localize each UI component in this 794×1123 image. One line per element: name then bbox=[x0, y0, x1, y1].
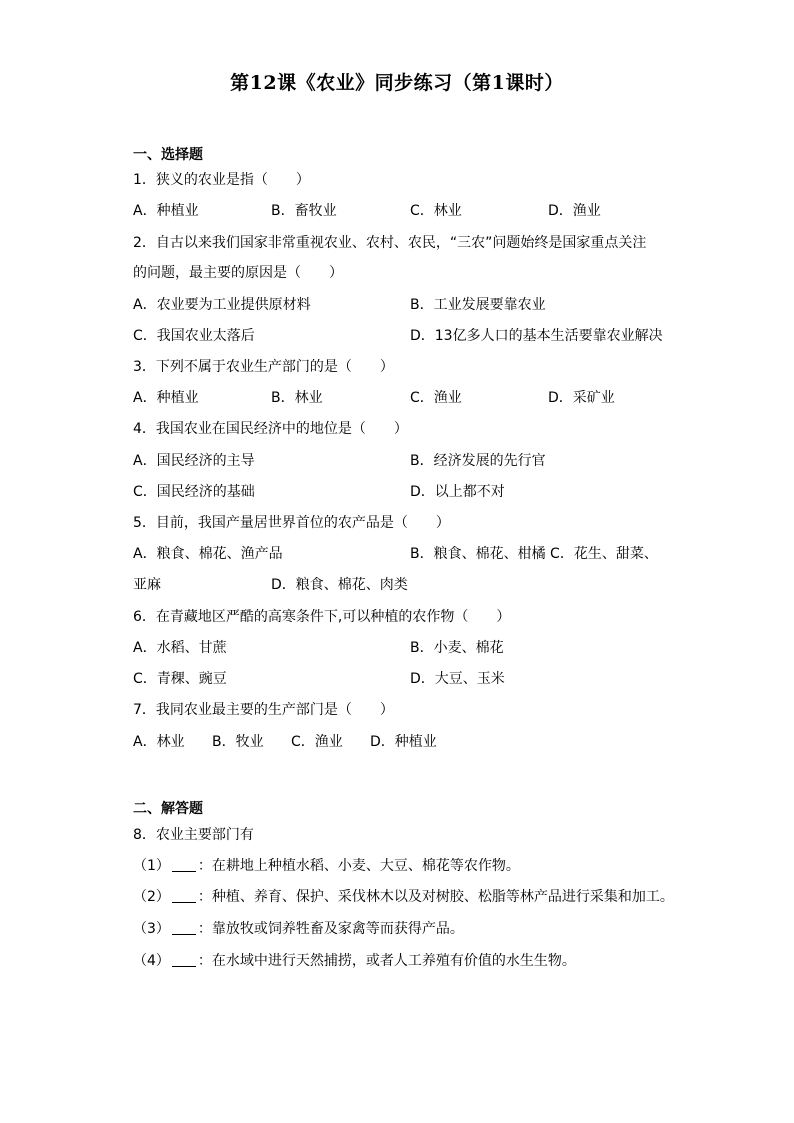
q4-option-a: A．国民经济的主导 bbox=[133, 453, 255, 469]
section-heading-choice: 一、选择题 bbox=[133, 147, 203, 163]
question-4-stem: 4．我国农业在国民经济中的地位是（ ） bbox=[133, 421, 408, 437]
q8-item-3-number: （3） bbox=[133, 921, 170, 937]
q7-option-c: C．渔业 bbox=[291, 734, 343, 750]
q8-item-2 bbox=[133, 887, 674, 907]
question-1-stem: 1．狭义的农业是指（ ） bbox=[133, 172, 310, 188]
q8-item-1 bbox=[133, 856, 520, 876]
question-6-stem: 6．在青藏地区严酷的高寒条件下,可以种植的农作物（ ） bbox=[133, 609, 511, 625]
q8-item-4-blank[interactable] bbox=[172, 952, 196, 967]
q8-item-4-number: （4） bbox=[133, 953, 170, 969]
q8-item-3 bbox=[133, 919, 464, 939]
question-2-stem-line1: 2．自古以来我们国家非常重视农业、农村、农民，“三农”问题始终是国家重点关注 bbox=[133, 235, 647, 251]
question-7-stem: 7．我同农业最主要的生产部门是（ ） bbox=[133, 702, 394, 718]
q4-option-b: B．经济发展的先行官 bbox=[410, 453, 546, 469]
q5-option-d: D．粮食、棉花、肉类 bbox=[271, 577, 408, 593]
q3-option-d: D．采矿业 bbox=[548, 390, 615, 406]
q8-item-2-blank[interactable] bbox=[172, 888, 196, 903]
q1-option-b: B．畜牧业 bbox=[271, 203, 337, 219]
q3-option-a: A．种植业 bbox=[133, 390, 199, 406]
question-2-stem-line2: 的问题，最主要的原因是（ ） bbox=[133, 265, 343, 281]
q8-item-2-number: （2） bbox=[133, 889, 170, 905]
q1-option-c: C．林业 bbox=[410, 203, 462, 219]
question-8-stem: 8．农业主要部门有 bbox=[133, 827, 254, 843]
q8-item-2-text: ：种植、养育、保护、采伐林木以及对树胶、松脂等林产品进行采集和加工。 bbox=[197, 889, 674, 905]
q8-item-1-text: ：在耕地上种植水稻、小麦、大豆、棉花等农作物。 bbox=[197, 858, 520, 874]
q8-item-1-blank[interactable] bbox=[172, 857, 196, 872]
q3-option-c: C．渔业 bbox=[410, 390, 462, 406]
page-title: 第12课《农业》同步练习（第1课时） bbox=[230, 72, 564, 94]
q8-item-4-text: ：在水域中进行天然捕捞，或者人工养殖有价值的水生生物。 bbox=[197, 953, 576, 969]
question-3-stem: 3．下列不属于农业生产部门的是（ ） bbox=[133, 359, 394, 375]
q8-item-4 bbox=[133, 951, 576, 971]
question-5-stem: 5．目前，我国产量居世界首位的农产品是（ ） bbox=[133, 515, 450, 531]
q5-option-a: A．粮食、棉花、渔产品 bbox=[133, 546, 283, 562]
q4-option-c: C．国民经济的基础 bbox=[133, 484, 255, 500]
q7-option-d: D．种植业 bbox=[370, 734, 437, 750]
q1-option-a: A．种植业 bbox=[133, 203, 199, 219]
q6-option-a: A．水稻、甘蔗 bbox=[133, 640, 227, 656]
q2-option-b: B．工业发展要靠农业 bbox=[410, 297, 546, 313]
q4-option-d: D．以上都不对 bbox=[410, 484, 505, 500]
q2-option-c: C．我国农业太落后 bbox=[133, 328, 255, 344]
q1-option-d: D．渔业 bbox=[548, 203, 601, 219]
q8-item-1-number: （1） bbox=[133, 858, 170, 874]
q6-option-b: B．小麦、棉花 bbox=[410, 640, 504, 656]
q2-option-a: A．农业要为工业提供原材料 bbox=[133, 297, 311, 313]
q5-option-c-continued: 亚麻 bbox=[133, 577, 161, 593]
section-heading-answer: 二、解答题 bbox=[133, 801, 203, 817]
q5-option-b-c: B．粮食、棉花、柑橘 C．花生、甜菜、 bbox=[410, 546, 658, 562]
q8-item-3-text: ：靠放牧或饲养牲畜及家禽等而获得产品。 bbox=[197, 921, 464, 937]
q7-option-a: A．林业 bbox=[133, 734, 185, 750]
q7-option-b: B．牧业 bbox=[212, 734, 264, 750]
q3-option-b: B．林业 bbox=[271, 390, 323, 406]
q6-option-d: D．大豆、玉米 bbox=[410, 671, 505, 687]
q2-option-d: D．13亿多人口的基本生活要靠农业解决 bbox=[410, 328, 663, 344]
q8-item-3-blank[interactable] bbox=[172, 920, 196, 935]
q6-option-c: C．青稞、豌豆 bbox=[133, 671, 227, 687]
